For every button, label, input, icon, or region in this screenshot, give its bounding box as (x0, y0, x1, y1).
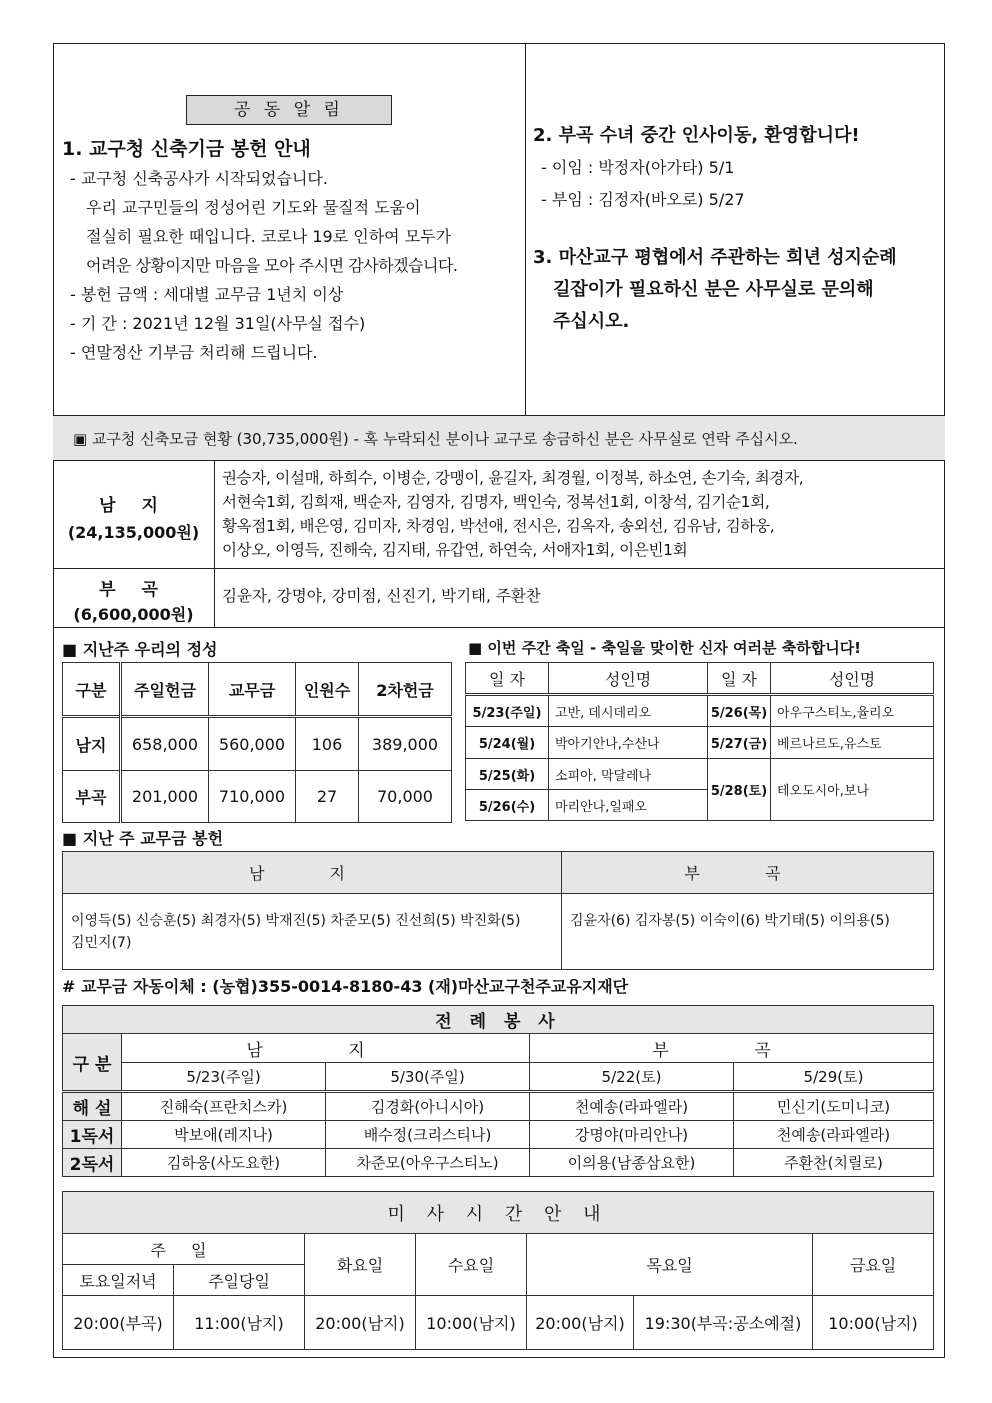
fund-namji-names (222, 466, 942, 562)
liturgy-cell: 강명야(마리안나) (530, 1121, 734, 1149)
liturgy-role: 해 설 (63, 1092, 122, 1121)
fund-bugok-names: 김윤자, 강명야, 강미점, 신진기, 박기태, 주환찬 (222, 587, 541, 605)
mass-wed: 수요일 (416, 1234, 527, 1296)
liturgy-cell: 김하웅(사도요한) (122, 1149, 326, 1177)
notice-line: - 부임 : 김정자(바오로) 5/27 (541, 190, 745, 209)
mass-sat-eve: 토요일저녁 (63, 1265, 174, 1296)
offering-header: 교무금 (209, 663, 296, 717)
notice-line: 주십시오. (553, 311, 630, 332)
notice-line: - 연말정산 기부금 처리해 드립니다. (70, 343, 318, 362)
feast-date: 5/27(금) (708, 727, 771, 759)
offering-title: ■ 지난주 우리의 정성 (62, 640, 218, 659)
fund-bugok-title: 부 곡 (99, 580, 168, 600)
mass-time: 10:00(남지) (813, 1296, 934, 1350)
feast-header: 일 자 (466, 663, 549, 695)
feast-date: 5/26(목) (708, 695, 771, 727)
feast-saint: 박아기안나,수산나 (549, 727, 708, 759)
mass-thu: 목요일 (527, 1234, 813, 1296)
liturgy-title: 전 례 봉 사 (63, 1006, 934, 1034)
mass-time: 20:00(남지) (527, 1296, 634, 1350)
feast-date: 5/24(월) (466, 727, 549, 759)
mass-time: 20:00(남지) (305, 1296, 416, 1350)
liturgy-date: 5/23(주일) (122, 1063, 326, 1092)
notice-item2 (533, 120, 938, 216)
liturgy-role: 2독서 (63, 1149, 122, 1177)
autopay-info: # 교무금 자동이체 : (농협)355-0014-8180-43 (재)마산교구천주교유지재단 (62, 977, 629, 996)
notice-item2-heading: 2. 부곡 수녀 중간 인사이동, 환영합니다! (533, 125, 860, 146)
offering-cell: 560,000 (209, 717, 296, 771)
feast-saint: 아우구스티노,율리오 (771, 695, 934, 727)
liturgy-cell: 차준모(아우구스티노) (326, 1149, 530, 1177)
notice-item1-heading: 1. 교구청 신축기금 봉헌 안내 (62, 138, 311, 160)
dues-table (62, 851, 934, 970)
feast-saint: 고반, 데시데리오 (549, 695, 708, 727)
feast-date: 5/23(주일) (466, 695, 549, 727)
notice-line: 절실히 필요한 때입니다. 코로나 19로 인하여 모두가 (86, 227, 452, 246)
fund-bugok-amount: (6,600,000원) (73, 605, 194, 624)
feast-date: 5/25(화) (466, 759, 549, 790)
liturgy-role: 1독서 (63, 1121, 122, 1149)
feast-header: 일 자 (708, 663, 771, 695)
dues-title: ■ 지난 주 교무금 봉헌 (62, 829, 224, 848)
mass-table (62, 1191, 934, 1350)
fund-namji-label (53, 461, 215, 568)
mass-fri: 금요일 (813, 1234, 934, 1296)
offering-cell: 710,000 (209, 771, 296, 823)
feast-saint: 소피아, 막달레나 (549, 759, 708, 790)
dues-bugok-header: 부 곡 (562, 852, 934, 894)
offering-cell: 70,000 (359, 771, 452, 823)
notice-title: 공 동 알 림 (186, 95, 392, 125)
mass-time: 19:30(부곡:공소예절) (634, 1296, 813, 1350)
liturgy-cell: 진해숙(프란치스카) (122, 1092, 326, 1121)
liturgy-cell: 이의용(남종삼요한) (530, 1149, 734, 1177)
offering-cell: 106 (296, 717, 359, 771)
dues-namji-names (63, 894, 562, 970)
feast-date: 5/26(수) (466, 790, 549, 821)
fund-header: ▣ 교구청 신축모금 현황 (30,735,000원) - 혹 누락되신 분이나 교구로 송금하신 분은 사무실로 연락 주십시오. (53, 415, 945, 461)
mass-time: 20:00(부곡) (63, 1296, 174, 1350)
liturgy-namji: 남 지 (122, 1034, 530, 1063)
liturgy-bugok: 부 곡 (530, 1034, 934, 1063)
mass-time: 11:00(남지) (174, 1296, 305, 1350)
mass-tue: 화요일 (305, 1234, 416, 1296)
offering-cell: 부곡 (63, 771, 121, 823)
mass-title: 미 사 시 간 안 내 (63, 1192, 934, 1234)
feast-header: 성인명 (549, 663, 708, 695)
liturgy-gubun: 구 분 (63, 1034, 122, 1092)
liturgy-date: 5/29(토) (734, 1063, 934, 1092)
offering-header: 구분 (63, 663, 121, 717)
mass-sun-day: 주일당일 (174, 1265, 305, 1296)
notice-item3 (533, 242, 938, 338)
names-line: 이상오, 이영득, 진해숙, 김지태, 유갑연, 하연숙, 서애자1회, 이은빈1회 (222, 541, 688, 559)
notice-line: 길잡이가 필요하신 분은 사무실로 문의해 (553, 279, 874, 300)
mass-time: 10:00(남지) (416, 1296, 527, 1350)
notice-line: - 기 간 : 2021년 12월 31일(사무실 접수) (70, 314, 366, 333)
fund-namji-title: 남 지 (99, 496, 168, 516)
feast-table (465, 662, 934, 821)
offering-table (62, 662, 452, 823)
feast-saint: 테오도시아,보나 (771, 759, 934, 821)
notice-line: 어려운 상황이지만 마음을 모아 주시면 감사하겠습니다. (86, 256, 458, 275)
liturgy-cell: 주환찬(치릴로) (734, 1149, 934, 1177)
offering-cell: 389,000 (359, 717, 452, 771)
dues-namji-header: 남 지 (63, 852, 562, 894)
liturgy-cell: 민신기(도미니코) (734, 1092, 934, 1121)
fund-bottom-line (53, 627, 945, 628)
feast-header: 성인명 (771, 663, 934, 695)
offering-header: 주일헌금 (121, 663, 209, 717)
notice-line: - 이임 : 박정자(아가타) 5/1 (541, 158, 735, 177)
notice-line: 우리 교구민들의 정성어린 기도와 물질적 도움이 (86, 198, 421, 217)
offering-header: 인원수 (296, 663, 359, 717)
fund-bugok-label (53, 569, 215, 627)
offering-cell: 남지 (63, 717, 121, 771)
names-line: 권승자, 이설매, 하희수, 이병순, 강맹이, 윤길자, 최경월, 이정복, 하소연, 손기숙, 최경자, (222, 469, 804, 487)
feast-title: ■ 이번 주간 축일 - 축일을 맞이한 신자 여러분 축하합니다! (468, 639, 862, 657)
names-line: 황옥점1회, 배은영, 김미자, 차경임, 박선애, 전시은, 김옥자, 송외선, 김유남, 김하웅, (222, 517, 775, 535)
fund-namji-amount: (24,135,000원) (67, 523, 200, 542)
offering-cell: 658,000 (121, 717, 209, 771)
notice-line: - 봉헌 금액 : 세대별 교무금 1년치 이상 (70, 285, 344, 304)
offering-header: 2차헌금 (359, 663, 452, 717)
liturgy-cell: 배수정(크리스티나) (326, 1121, 530, 1149)
liturgy-cell: 김경화(아니시아) (326, 1092, 530, 1121)
feast-saint: 마리안나,일패오 (549, 790, 708, 821)
dues-namji-line: 이영득(5) 신승훈(5) 최경자(5) 박재진(5) 차준모(5) 진선희(5) 박진화(5) (71, 912, 521, 929)
liturgy-cell: 천예송(라파엘라) (530, 1092, 734, 1121)
notice-line: 3. 마산교구 평협에서 주관하는 희년 성지순례 (533, 247, 897, 268)
offering-cell: 201,000 (121, 771, 209, 823)
dues-bugok-names: 김윤자(6) 김자봉(5) 이숙이(6) 박기태(5) 이의용(5) (562, 894, 934, 970)
names-line: 서현숙1회, 김희재, 백순자, 김영자, 김명자, 백인숙, 정복선1회, 이창석, 김기순1회, (222, 493, 770, 511)
mass-sunday: 주 일 (63, 1234, 305, 1265)
liturgy-cell: 천예송(라파엘라) (734, 1121, 934, 1149)
notice-item1 (62, 134, 522, 367)
notice-divider (525, 43, 526, 415)
feast-saint: 베르나르도,유스토 (771, 727, 934, 759)
offering-cell: 27 (296, 771, 359, 823)
liturgy-cell: 박보애(레지나) (122, 1121, 326, 1149)
feast-date: 5/28(토) (708, 759, 771, 821)
liturgy-table (62, 1005, 934, 1177)
liturgy-date: 5/30(주일) (326, 1063, 530, 1092)
notice-line: - 교구청 신축공사가 시작되었습니다. (70, 169, 328, 188)
liturgy-date: 5/22(토) (530, 1063, 734, 1092)
dues-namji-line: 김민지(7) (71, 934, 132, 951)
